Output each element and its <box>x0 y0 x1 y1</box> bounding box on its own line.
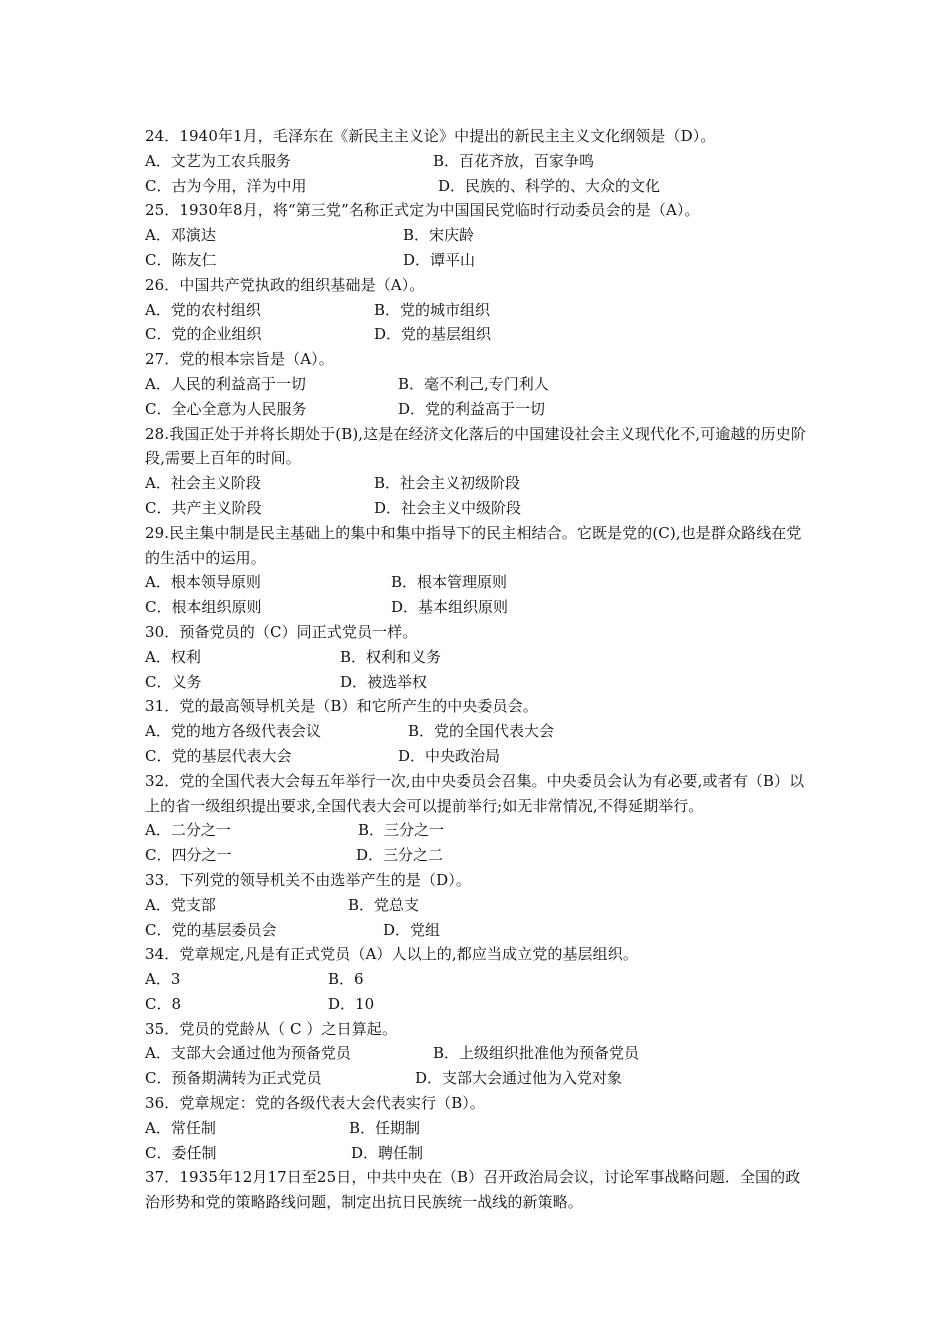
option-right: B．权利和义务 <box>340 647 442 666</box>
option-row <box>145 893 810 918</box>
question-text: 31．党的最高领导机关是（B）和它所产生的中央委员会。 <box>145 697 538 716</box>
question-text: 34．党章规定,凡是有正式党员（A）人以上的,都应当成立党的基层组织。 <box>145 945 638 964</box>
option-right: B．毫不利己,专门利人 <box>398 374 549 393</box>
question-text: 27．党的根本宗旨是（A）。 <box>145 350 334 369</box>
option-row <box>145 818 810 843</box>
option-right: D．三分之二 <box>356 846 444 865</box>
question-text: 29.民主集中制是民主基础上的集中和集中指导下的民主相结合。它既是党的(C),也是群众路线在党的生活中的运用。 <box>145 523 802 567</box>
question-text: 30．预备党员的（C）同正式党员一样。 <box>145 622 418 641</box>
option-left: A．邓演达 <box>145 226 216 245</box>
option-right: D．民族的、科学的、大众的文化 <box>438 176 661 195</box>
option-row <box>145 248 810 273</box>
option-row <box>145 992 810 1017</box>
question-text: 25．1930年8月，将“第三党”名称正式定为中国国民党临时行动委员会的是（A）。 <box>145 201 700 220</box>
option-row <box>145 570 810 595</box>
option-left: A．二分之一 <box>145 821 231 840</box>
option-row <box>145 496 810 521</box>
option-left: C．陈友仁 <box>145 250 217 269</box>
option-left: C．四分之一 <box>145 846 232 865</box>
option-right: D．聘任制 <box>351 1143 424 1162</box>
option-left: A．3 <box>145 970 181 989</box>
option-row <box>145 174 810 199</box>
option-right: B．党的全国代表大会 <box>408 722 555 741</box>
option-right: D．10 <box>328 994 375 1013</box>
question-text: 37．1935年12月17日至25日，中共中央在（B）召开政治局会议，讨论军事战略问题．全国的政治形势和党的策略路线问题，制定出抗日民族统一战线的新策略。 <box>145 1168 801 1212</box>
option-row <box>145 471 810 496</box>
option-left: A．社会主义阶段 <box>145 474 261 493</box>
option-left: C．根本组织原则 <box>145 598 262 617</box>
question-text: 28.我国正处于并将长期处于(B),这是在经济文化落后的中国建设社会主义现代化不,可逾越的历史阶段,需要上百年的时间。 <box>145 424 806 468</box>
option-right: B．三分之一 <box>358 821 445 840</box>
question-text: 24．1940年1月，毛泽东在《新民主主义论》中提出的新民主主义文化纲领是（D）。 <box>145 127 716 145</box>
option-right: B．任期制 <box>349 1118 421 1137</box>
option-row <box>145 298 810 323</box>
option-right: D．被选举权 <box>340 672 428 691</box>
option-row <box>145 918 810 943</box>
option-left: A．权利 <box>145 647 201 666</box>
option-right: B．6 <box>328 970 364 989</box>
option-right: D．党组 <box>383 920 441 939</box>
option-right: B．根本管理原则 <box>391 573 508 592</box>
option-left: A．人民的利益高于一切 <box>145 374 306 393</box>
option-right: B．党总支 <box>348 895 420 914</box>
option-left: C．党的基层委员会 <box>145 920 277 939</box>
option-left: A．党的农村组织 <box>145 300 261 319</box>
option-right: B．上级组织批准他为预备党员 <box>433 1044 640 1063</box>
option-right: B．百花齐放，百家争鸣 <box>433 151 595 170</box>
option-row <box>145 397 810 422</box>
option-left: C．8 <box>145 994 182 1013</box>
option-left: A．党的地方各级代表会议 <box>145 722 321 741</box>
option-left: C．预备期满转为正式党员 <box>145 1069 322 1088</box>
option-right: D．支部大会通过他为入党对象 <box>415 1069 623 1088</box>
option-left: A．根本领导原则 <box>145 573 261 592</box>
option-left: A．文艺为工农兵服务 <box>145 151 291 170</box>
option-left: C．委任制 <box>145 1143 217 1162</box>
option-left: C．义务 <box>145 672 202 691</box>
option-row <box>145 744 810 769</box>
option-right: B．社会主义初级阶段 <box>374 474 521 493</box>
option-row <box>145 322 810 347</box>
option-left: C．古为今用，洋为中用 <box>145 176 307 195</box>
option-right: D．党的利益高于一切 <box>398 399 546 418</box>
option-left: A．常任制 <box>145 1118 216 1137</box>
option-left: C．共产主义阶段 <box>145 498 262 517</box>
option-left: A．党支部 <box>145 895 216 914</box>
option-left: A．支部大会通过他为预备党员 <box>145 1044 351 1063</box>
option-row <box>145 1041 810 1066</box>
option-row <box>145 670 810 695</box>
option-row <box>145 967 810 992</box>
option-right: B．宋庆龄 <box>403 226 475 245</box>
option-row <box>145 149 810 174</box>
option-row <box>145 1141 810 1166</box>
option-row <box>145 595 810 620</box>
option-right: D．社会主义中级阶段 <box>374 498 522 517</box>
question-text: 36．党章规定：党的各级代表大会代表实行（B）。 <box>145 1094 486 1113</box>
option-row <box>145 372 810 397</box>
option-right: B．党的城市组织 <box>374 300 491 319</box>
option-row <box>145 719 810 744</box>
question-text: 33．下列党的领导机关不由选举产生的是（D）。 <box>145 870 471 889</box>
question-list <box>145 124 810 1215</box>
option-right: D．谭平山 <box>403 250 476 269</box>
question-text: 26．中国共产党执政的组织基础是（A）。 <box>145 275 425 294</box>
option-row <box>145 1066 810 1091</box>
option-left: C．党的企业组织 <box>145 325 262 344</box>
option-row <box>145 843 810 868</box>
question-text: 35．党员的党龄从（ C ）之日算起。 <box>145 1019 398 1038</box>
option-right: D．党的基层组织 <box>374 325 492 344</box>
option-left: C．全心全意为人民服务 <box>145 399 307 418</box>
option-right: D．基本组织原则 <box>391 598 509 617</box>
question-text: 32．党的全国代表大会每五年举行一次,由中央委员会召集。中央委员会认为有必要,或者有（B）以上的省一级组织提出要求,全国代表大会可以提前举行;如无非常情况,不得延期举行。 <box>145 771 805 815</box>
option-right: D．中央政治局 <box>398 746 501 765</box>
option-left: C．党的基层代表大会 <box>145 746 292 765</box>
option-row <box>145 645 810 670</box>
option-row <box>145 223 810 248</box>
option-row <box>145 1116 810 1141</box>
